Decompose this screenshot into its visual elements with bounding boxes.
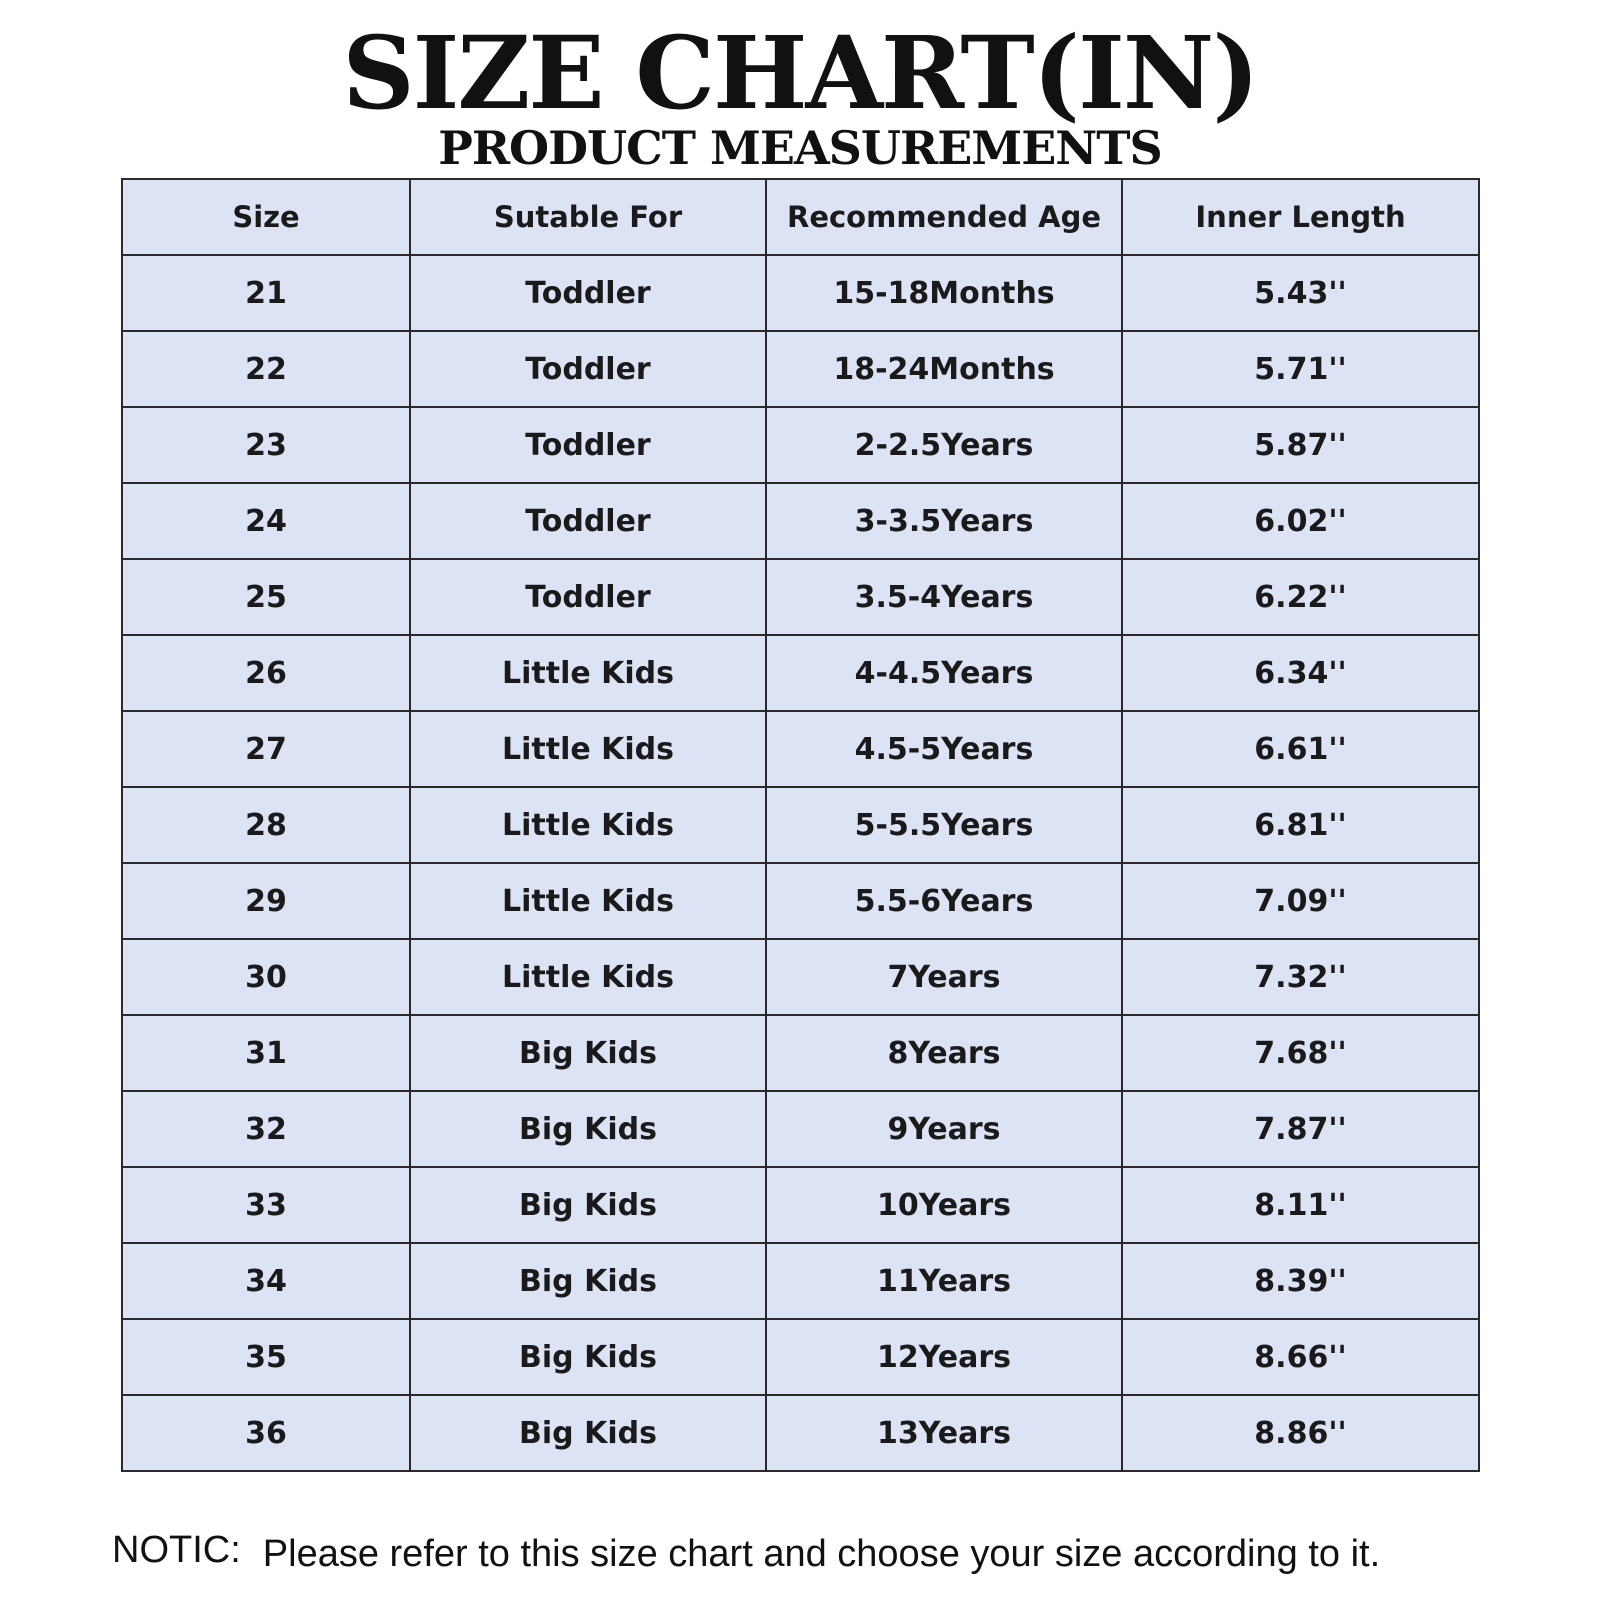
cell-inner-length: 7.68'' (1122, 1015, 1479, 1091)
cell-suitable-for: Toddler (410, 255, 766, 331)
cell-suitable-for: Toddler (410, 483, 766, 559)
cell-suitable-for: Little Kids (410, 787, 766, 863)
cell-suitable-for: Big Kids (410, 1319, 766, 1395)
table-row (122, 711, 1479, 787)
cell-size: 24 (122, 483, 410, 559)
table-header-row (122, 179, 1479, 255)
cell-recommended-age: 3.5-4Years (766, 559, 1122, 635)
table-row (122, 635, 1479, 711)
cell-size: 25 (122, 559, 410, 635)
cell-size: 21 (122, 255, 410, 331)
cell-inner-length: 8.39'' (1122, 1243, 1479, 1319)
cell-size: 32 (122, 1091, 410, 1167)
cell-suitable-for: Toddler (410, 407, 766, 483)
cell-suitable-for: Toddler (410, 331, 766, 407)
cell-inner-length: 8.86'' (1122, 1395, 1479, 1471)
cell-recommended-age: 2-2.5Years (766, 407, 1122, 483)
cell-suitable-for: Toddler (410, 559, 766, 635)
table-row (122, 939, 1479, 1015)
cell-inner-length: 5.71'' (1122, 331, 1479, 407)
page-subtitle: PRODUCT MEASUREMENTS (438, 121, 1162, 175)
size-table (121, 178, 1480, 1472)
cell-recommended-age: 15-18Months (766, 255, 1122, 331)
table-row (122, 1319, 1479, 1395)
cell-recommended-age: 4.5-5Years (766, 711, 1122, 787)
cell-suitable-for: Little Kids (410, 635, 766, 711)
cell-suitable-for: Big Kids (410, 1167, 766, 1243)
cell-size: 22 (122, 331, 410, 407)
notice-text: Please refer to this size chart and choose your size according to it. (262, 1533, 1381, 1575)
cell-inner-length: 7.32'' (1122, 939, 1479, 1015)
cell-size: 36 (122, 1395, 410, 1471)
cell-size: 35 (122, 1319, 410, 1395)
cell-recommended-age: 5.5-6Years (766, 863, 1122, 939)
table-row (122, 1395, 1479, 1471)
cell-inner-length: 7.87'' (1122, 1091, 1479, 1167)
table-row (122, 255, 1479, 331)
cell-suitable-for: Big Kids (410, 1091, 766, 1167)
notice-line (112, 1530, 1532, 1578)
cell-recommended-age: 3-3.5Years (766, 483, 1122, 559)
cell-inner-length: 5.43'' (1122, 255, 1479, 331)
table-row (122, 483, 1479, 559)
table-row (122, 1167, 1479, 1243)
cell-recommended-age: 4-4.5Years (766, 635, 1122, 711)
cell-recommended-age: 12Years (766, 1319, 1122, 1395)
cell-inner-length: 6.34'' (1122, 635, 1479, 711)
cell-size: 34 (122, 1243, 410, 1319)
cell-recommended-age: 5-5.5Years (766, 787, 1122, 863)
table-row (122, 1091, 1479, 1167)
cell-size: 31 (122, 1015, 410, 1091)
notice-label: NOTIC: (112, 1529, 241, 1571)
cell-size: 30 (122, 939, 410, 1015)
cell-recommended-age: 8Years (766, 1015, 1122, 1091)
table-row (122, 1243, 1479, 1319)
page-title: SIZE CHART(IN) (342, 14, 1258, 132)
cell-size: 26 (122, 635, 410, 711)
cell-suitable-for: Big Kids (410, 1395, 766, 1471)
cell-inner-length: 8.66'' (1122, 1319, 1479, 1395)
cell-suitable-for: Little Kids (410, 863, 766, 939)
cell-inner-length: 6.81'' (1122, 787, 1479, 863)
cell-inner-length: 6.22'' (1122, 559, 1479, 635)
cell-recommended-age: 7Years (766, 939, 1122, 1015)
table-row (122, 407, 1479, 483)
cell-size: 27 (122, 711, 410, 787)
header-recommended-age: Recommended Age (766, 179, 1122, 255)
cell-recommended-age: 11Years (766, 1243, 1122, 1319)
table-row (122, 863, 1479, 939)
cell-inner-length: 5.87'' (1122, 407, 1479, 483)
cell-recommended-age: 9Years (766, 1091, 1122, 1167)
cell-size: 33 (122, 1167, 410, 1243)
cell-suitable-for: Big Kids (410, 1015, 766, 1091)
cell-suitable-for: Little Kids (410, 711, 766, 787)
table-row (122, 1015, 1479, 1091)
header-inner-length: Inner Length (1122, 179, 1479, 255)
cell-inner-length: 7.09'' (1122, 863, 1479, 939)
cell-suitable-for: Little Kids (410, 939, 766, 1015)
cell-inner-length: 6.61'' (1122, 711, 1479, 787)
cell-recommended-age: 18-24Months (766, 331, 1122, 407)
cell-size: 28 (122, 787, 410, 863)
table-row (122, 559, 1479, 635)
cell-size: 29 (122, 863, 410, 939)
cell-inner-length: 8.11'' (1122, 1167, 1479, 1243)
cell-recommended-age: 13Years (766, 1395, 1122, 1471)
table-row (122, 331, 1479, 407)
cell-suitable-for: Big Kids (410, 1243, 766, 1319)
cell-recommended-age: 10Years (766, 1167, 1122, 1243)
table-row (122, 787, 1479, 863)
cell-size: 23 (122, 407, 410, 483)
header-size: Size (122, 179, 410, 255)
header-suitable-for: Sutable For (410, 179, 766, 255)
cell-inner-length: 6.02'' (1122, 483, 1479, 559)
